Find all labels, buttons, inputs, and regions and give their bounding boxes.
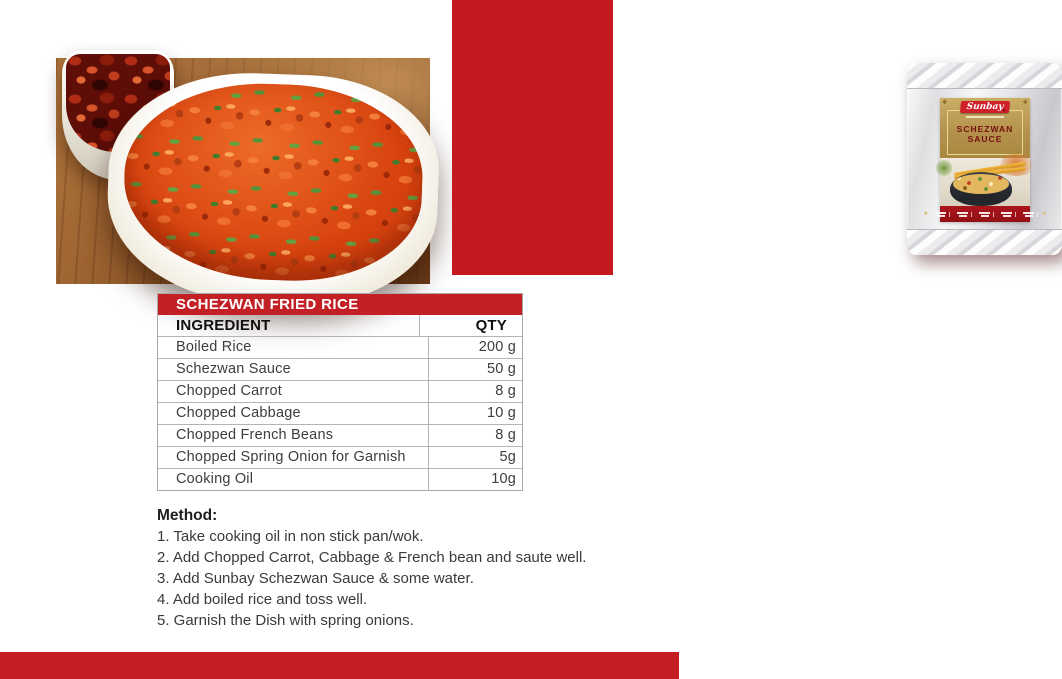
table-row (158, 446, 522, 468)
qty-cell: 10 g (428, 403, 522, 424)
qty-cell: 5g (428, 447, 522, 468)
ingredient-cell: Chopped Carrot (176, 383, 282, 399)
qty-cell: 200 g (428, 337, 522, 358)
label-feature-band (923, 206, 1047, 222)
sauce-pouch-image (907, 63, 1062, 255)
method-step: 1. Take cooking oil in non stick pan/wok. (157, 528, 424, 545)
ornament-icon: ❖ (1042, 210, 1047, 217)
recipe-title: SCHEZWAN FRIED RICE (158, 294, 522, 315)
table-row (158, 380, 522, 402)
pack-title-line2: SAUCE (967, 134, 1003, 144)
ingredient-cell: Schezwan Sauce (176, 361, 291, 377)
label-rice (953, 174, 1009, 194)
table-row (158, 336, 522, 358)
recipe-table (157, 293, 523, 491)
label-gold-section (940, 98, 1030, 158)
table-row (158, 358, 522, 380)
pack-title (940, 124, 1030, 144)
feature-badge (998, 212, 1016, 217)
ornament-icon: ❖ (1022, 100, 1028, 106)
ingredient-cell: Chopped Spring Onion for Garnish (176, 449, 406, 465)
ingredient-cell: Boiled Rice (176, 339, 252, 355)
rice-plate (104, 68, 442, 309)
method-heading: Method: (157, 507, 218, 524)
qty-cell: 50 g (428, 359, 522, 380)
qty-cell: 8 g (428, 381, 522, 402)
qty-column-header: QTY (419, 315, 522, 336)
schezwan-fried-rice-image (121, 79, 426, 285)
feature-badge (976, 212, 994, 217)
pouch-label (923, 98, 1047, 222)
pouch-top-crimp (907, 63, 1062, 89)
method-step: 2. Add Chopped Carrot, Cabbage & French bean and saute well. (157, 549, 587, 566)
pack-title-line1: SCHEZWAN (956, 124, 1014, 134)
label-rice-bowl (950, 172, 1012, 206)
bottom-red-strip (0, 652, 679, 679)
method-step: 4. Add boiled rice and toss well. (157, 591, 368, 608)
ornament-icon: ❖ (942, 100, 948, 106)
ingredient-cell: Chopped French Beans (176, 427, 334, 443)
qty-cell: 8 g (428, 425, 522, 446)
method-step: 3. Add Sunbay Schezwan Sauce & some water. (157, 570, 474, 587)
qty-cell: 10g (428, 469, 522, 490)
label-food-photo (940, 158, 1030, 206)
feature-badge (932, 212, 950, 217)
ingredient-cell: Chopped Cabbage (176, 405, 301, 421)
table-row (158, 468, 522, 490)
product-red-background (452, 0, 1047, 275)
table-row (158, 424, 522, 446)
background-veg-blur (935, 160, 953, 176)
ornament-icon: ❖ (923, 210, 928, 217)
brand-tagline-placeholder (966, 116, 1004, 118)
method-section (157, 505, 627, 631)
ingredient-cell: Cooking Oil (176, 471, 254, 487)
feature-badge (954, 212, 972, 217)
method-step: 5. Garnish the Dish with spring onions. (157, 612, 414, 629)
table-row (158, 402, 522, 424)
ingredient-column-header: INGREDIENT (176, 317, 271, 334)
pouch-bottom-crimp (907, 229, 1062, 255)
table-header-row (158, 315, 522, 336)
brand-logo: Sunbay (960, 101, 1010, 113)
fried-rice-photo (56, 58, 430, 284)
feature-badge (1020, 212, 1038, 217)
